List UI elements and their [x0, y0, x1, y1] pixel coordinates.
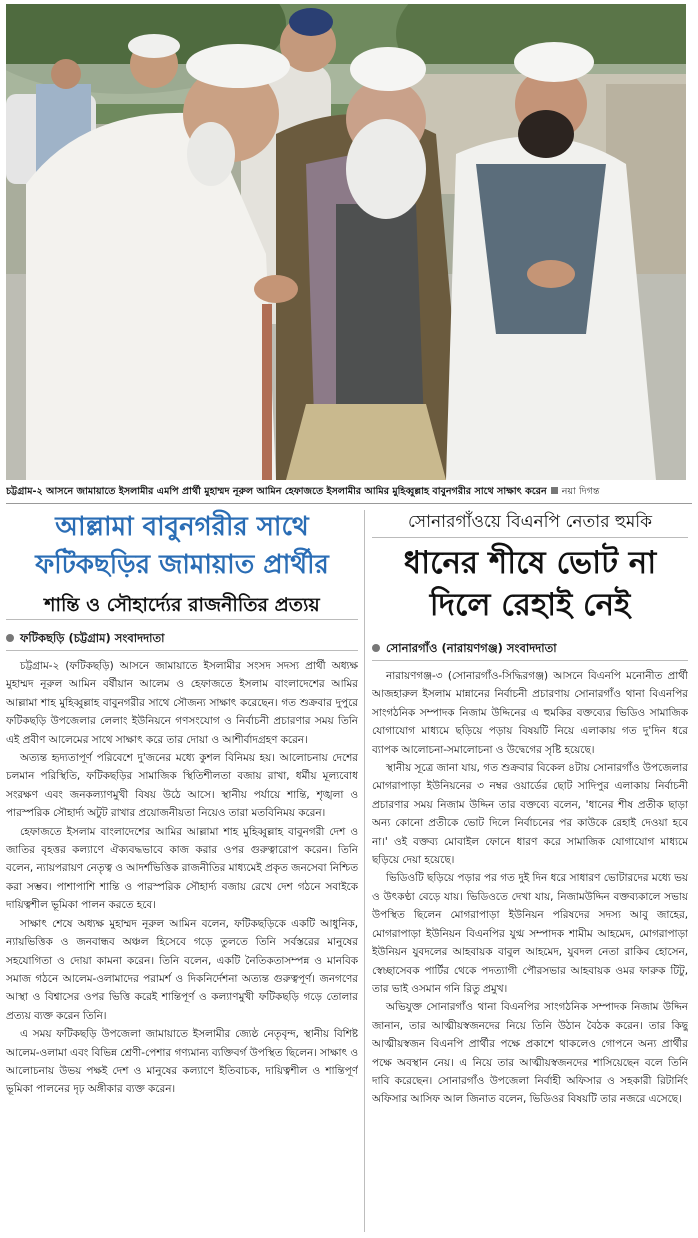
right-body — [372, 667, 688, 1109]
column-divider — [364, 510, 365, 1232]
left-headline: আল্লামা বাবুনগরীর সাথে ফটিকছড়ির জামায়াত প্রার্থীর — [35, 512, 329, 580]
photo-image — [6, 4, 686, 480]
right-paragraph: স্থানীয় সূত্রে জানা যায়, গত শুক্রবার বিকেল ৪টায় সোনারগাঁও উপজেলার মোগরাপাড়া ইউনিয়নের ৩ নম্বর ওয়ার্ডের ছোট সাদিপুর এলাকায় নির্বাচনী প্রচারণার সময় নিজাম উদ্দিন তার বক্তব্যে বলেন, 'ধানের শীষ প্রতীক ছাড়া অন্য কোনো প্রতীকে ভোট দিলে নির্বাচনের পর কাউকে রেহাই দেওয়া হবে না।' ওই বক্তব্য মোবাইল ফোনে ধারণ করে সামাজিক যোগাযোগ মাধ্যমে ছড়িয়ে দেয়া হয়েছে। — [372, 762, 688, 867]
left-paragraph: হেফাজতে ইসলাম বাংলাদেশের আমির আল্লামা শাহ মুহিব্বুল্লাহ বাবুনগরী দেশ ও জাতির বৃহত্তর কল্যাণে ঐক্যবদ্ধভাবে কাজ করার ওপর গুরুত্বারোপ করেন। তিনি বলেন, ন্যায়পরায়ণ নেতৃত্ব ও আদর্শভিত্তিক রাজনীতির মাধ্যমেই প্রকৃত জনসেবা নিশ্চিত করা সম্ভব। পাশাপাশি শান্তি ও পারস্পরিক সৌহার্দ্য বজায় রেখে দেশ গঠনে সবাইকে দায়িত্বশীল ভূমিকা পালন করতে হবে। — [6, 825, 358, 912]
photo-caption — [6, 484, 692, 500]
right-byline-text: সোনারগাঁও (নারায়ণগঞ্জ) সংবাদদাতা — [386, 641, 557, 655]
right-kicker: সোনারগাঁওয়ে বিএনপি নেতার হুমকি — [372, 508, 688, 538]
right-paragraph: ভিডিওটি ছড়িয়ে পড়ার পর গত দুই দিন ধরে সাধারণ ভোটারদের মধ্যে ভয় ও উৎকণ্ঠা বেড়ে যায়। ভিডিওতে দেখা যায়, নিজামউদ্দিন বক্তব্যকালে সভায় উপস্থিত ছিলেন মোগরাপাড়া ইউনিয়ন পরিষদের সদস্য আবু জাহের, মোগরাপাড়া ইউনিয়ন বিএনপির যুগ্ম সম্পাদক শামীম আহমেদ, মোগরাপাড়া ইউনিয়ন যুবদলের আহবায়ক বাবুল আহমেদ, যুবদল নেতা রাকিব হোসেন, স্বেচ্ছাসেবক পার্টির থেকে পদত্যাগী পৌরসভার আহবায়ক ওমর ফারুক টিটু, তার ভাই ওসমান গনি রিতু প্রমুখ। — [372, 872, 688, 995]
right-headline: ধানের শীষে ভোট না দিলে রেহাই নেই — [403, 545, 657, 623]
caption-text: চট্টগ্রাম-২ আসনে জামায়াতে ইসলামীর এমপি প্রার্থী মুহাম্মদ নূরুল আমিন হেফাজতে ইসলামীর আমির মুহিব্বুল্লাহ বাবুনগরীর সাথে সাক্ষাৎ করেন — [6, 486, 547, 497]
left-byline-text: ফটিকছড়ি (চট্টগ্রাম) সংবাদদাতা — [20, 631, 165, 645]
bullet-icon — [372, 644, 380, 652]
news-photo — [6, 4, 686, 480]
left-body — [6, 657, 358, 1099]
section-divider — [6, 503, 692, 504]
byline-divider — [6, 650, 358, 651]
left-paragraph: অত্যন্ত হৃদ্যতাপূর্ণ পরিবেশে দু'জনের মধ্যে কুশল বিনিময় হয়। আলোচনায় দেশের চলমান পরিস্থিতি, ফটিকছড়ির সামাজিক স্থিতিশীলতা বজায় রাখা, ধর্মীয় মূল্যবোধ সংরক্ষণ এবং জনকল্যাণমুখী বিষয় উঠে আসে। স্থানীয় পর্যায়ে শান্তি, শৃঙ্খলা ও পারস্পরিক সৌহার্দ্য অটুট রাখার প্রয়োজনীয়তা নিয়েও তারা মতবিনিময় করেন। — [6, 752, 358, 820]
left-paragraph: চট্টগ্রাম-২ (ফটিকছড়ি) আসনে জামায়াতে ইসলামীর সংসদ সদস্য প্রার্থী অধ্যক্ষ মুহাম্মদ নূরুল আমিন বর্ষীয়ান আলেম ও হেফাজতে ইসলাম বাংলাদেশের আমির আল্লামা শাহ মুহিব্বুল্লাহ বাবুনগরীর সাথে সৌজন্য সাক্ষাৎ করেছেন। গত শুক্রবার দুপুরে ফটিকছড়ি উপজেলার লেলাং ইউনিয়নে গণসংযোগ ও নির্বাচনী প্রচারণার সময় তিনি এই প্রবীণ আলেমের সাথে সাক্ষাৎ করে তার দোয়া ও আশীর্বাদগ্রহণ করেন। — [6, 660, 358, 746]
left-paragraph: এ সময় ফটিকছড়ি উপজেলা জামায়াতে ইসলামীর জ্যেষ্ঠ নেতৃবৃন্দ, স্থানীয় বিশিষ্ট আলেম-ওলামা এবং বিভিন্ন শ্রেণী-পেশার গণ্যমান্য ব্যক্তিবর্গ উপস্থিত ছিলেন। সাক্ষাৎ ও আলোচনায় উভয় পক্ষই দেশ ও মানুষের কল্যাণে ইতিবাচক, দায়িত্বশীল ও শান্তিপূর্ণ ভূমিকা পালনের দৃঢ় অঙ্গীকার ব্যক্ত করেন। — [6, 1028, 358, 1096]
caption-separator-icon — [551, 487, 558, 494]
left-subheadline: শান্তি ও সৌহার্দ্যের রাজনীতির প্রত্যয় — [6, 592, 358, 620]
right-byline — [372, 638, 688, 660]
right-paragraph: অভিযুক্ত সোনারগাঁও থানা বিএনপির সাংগঠনিক সম্পাদক নিজাম উদ্দিন জানান, তার আত্মীয়স্বজনদের নিয়ে তিনি উঠান বৈঠক করেন। তার কিছু আত্মীয়স্বজন বিএনপি প্রার্থীর পক্ষে প্রকাশে থাকলেও গোপনে অন্য প্রার্থীর পক্ষে অবস্থান নেয়। এ নিয়ে তার আত্মীয়স্বজনদের শাসিয়েছেন বলে তিনি দাবি করেছেন। সোনারগাঁও উপজেলা নির্বাহী অফিসার ও সহকারী রিটার্নিং অফিসার আসিফ আল জিনাত বলেন, ভিডিওর বিষয়টি তার নজরে এসেছে। — [372, 1001, 688, 1106]
bullet-icon — [6, 634, 14, 642]
right-paragraph: নারায়ণগঞ্জ-৩ (সোনারগাঁও-সিদ্ধিরগঞ্জ) আসনে বিএনপি মনোনীত প্রার্থী আজহারুল ইসলাম মান্নানের নির্বাচনী প্রচারণায় সোনারগাঁও থানা বিএনপির সাংগঠনিক সম্পাদক নিজাম উদ্দিনের এ হুমকির বক্তব্যের ভিডিও সামাজিক যোগাযোগ মাধ্যমে ছড়িয়ে পড়ায় বিষয়টি নিয়ে এলাকায় গত দু'দিন ধরে ব্যাপক আলোচনা-সমালোচনা ও উদ্বেগের সৃষ্টি হয়েছে। — [372, 670, 688, 756]
caption-credit: নয়া দিগন্ত — [561, 486, 600, 497]
byline-divider — [372, 660, 688, 661]
left-article — [6, 508, 358, 1234]
left-byline — [6, 628, 358, 650]
left-paragraph: সাক্ষাৎ শেষে অধ্যক্ষ মুহাম্মদ নূরুল আমিন বলেন, ফটিকছড়িকে একটি আধুনিক, ন্যায়ভিত্তিক ও জনবান্ধব অঞ্চল হিসেবে গড়ে তুলতে তিনি সর্বস্তরের মানুষের সহযোগিতা ও দোয়া কামনা করেন। তিনি বলেন, একটি নৈতিকতাসম্পন্ন ও মানবিক সমাজ গঠনে আলেম-ওলামাদের পরামর্শ ও দিকনির্দেশনা অত্যন্ত গুরুত্বপূর্ণ। জনগণের আস্থা ও বিশ্বাসের ওপর ভিত্তি করেই শান্তিপূর্ণ ও কল্যাণমুখী ফটিকছড়ি গড়ে তোলার প্রত্যয় ব্যক্ত করেন তিনি। — [6, 917, 358, 1022]
right-article — [372, 508, 688, 1234]
